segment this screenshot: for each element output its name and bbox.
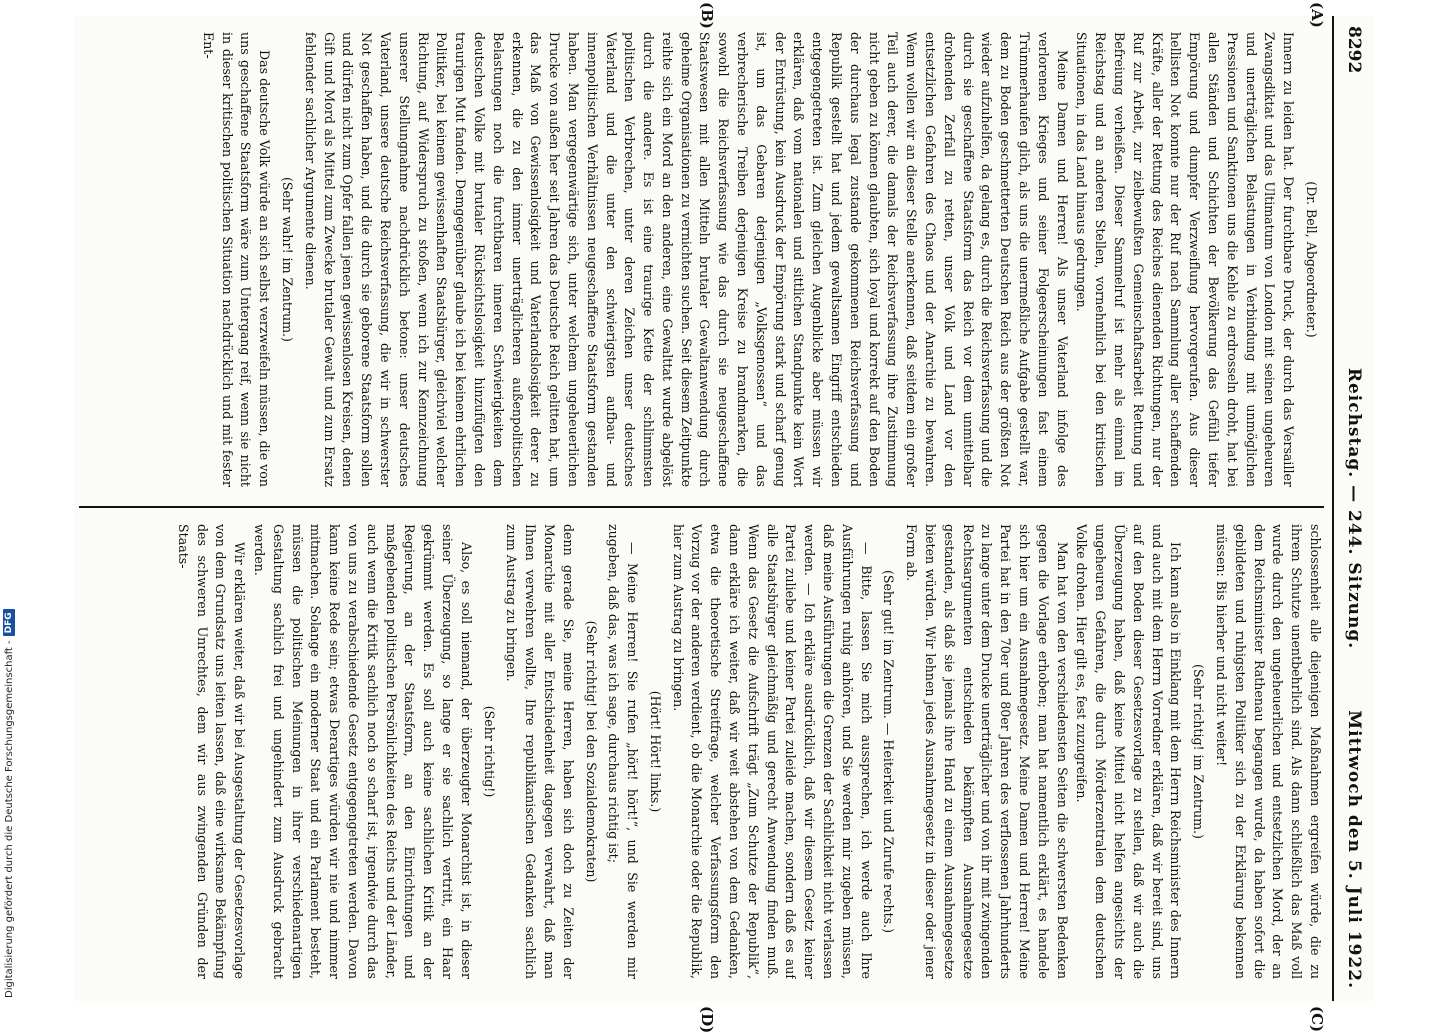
right-paragraph: Also, es soll niemand, der überzeugter Monarchist ist, in dieser seiner Überzeugung, so lange er sie sachlich vertritt, ein Haar gekrümmt werden. Es soll auch keine sachlichen Kritik an der Regierung, an der Staatsform, an den Einrichtungen und maßgebenden politischen Persönlichkeiten des Reichs und der Länder, auch wenn die Kritik sachlich noch so scharf ist, irgendwie durch das von uns zu verabschiedende Gesetz entgegengetreten werden. Davon kann keine Rede sein; etwas Derartiges würden wir nie und nimmer mitmachen. Solange ein moderner Staat und ein Parlament besteht, müssen die politischen Meinungen in ihrer verschiedenartigen Gestaltung sachlich frei und ungehindert zum Ausdruck gebracht werden. [251, 524, 474, 979]
right-column [79, 524, 1324, 979]
right-paragraph: — Meine Herren! Sie rufen „hört! hört!“, und Sie werden mir zugeben, daß das, was ich sage, durchaus richtig ist; [606, 524, 641, 979]
interjection: (Sehr wahr! im Zentrum.) [279, 177, 295, 342]
right-paragraph: Wir erklären weiter, daß wir bei Ausgestaltung der Gesetzesvorlage von dem Grundsatz uns leiten lassen, daß eine wirksame Bekämpfung des schweren Unrechtes, dem wir aus zwingenden Gründen der Staats- [175, 524, 248, 979]
left-paragraph: Meine Damen und Herren! Als unser Vaterland infolge des verlorenen Krieges und seiner Folgeerscheinungen fast einem Trümmerhaufen glich, als uns die unermeßliche Aufgabe gestellt war, dem zu Boden geschmetterten Deutschen Reich aus der größten Not wieder aufzuhelfen, da gelang es, durch die Reichsverfassung und die durch sie geschaffene Staatsform das Reich vor dem unmittelbar drohenden Zerfall zu retten, unser Volk und Land vor den entsetzlichen Gefahren des Chaos und der Anarchie zu bewahren. Wenn wollen wir an dieser Stelle anerkennen, daß seitdem ein großer Teil auch derer, die damals der Reichsverfassung ihre Zustimmung nicht geben zu können glaubten, sich loyal und korrekt auf den Boden der durchaus legal zustande gekommenen Reichsverfassung und Republik gestellt hat und jedem gewaltsamen Eingriff entschieden entgegengetreten ist. Zum gleichen Augenblicke aber müssen wir erklären, daß vom nationalen und sittlichen Standpunkte kein Wort der Entrüstung, kein Ausdruck der Empörung stark und scharf genug ist, um das Gebaren derjenigen „Volksgenossen“ und das verbrecherische Treiben derjenigen Kreise zu brandmarken, die sowohl die Reichsverfassung wie das durch sie neugeschaffene Staatswesen mit allen Mitteln brutaler Gewaltanwendung durch geheime Organisationen zu vernichten suchen. Seit diesem Zeitpunkte reihte sich ein Mord an den anderen, eine Gewalttat wurde abgelöst durch die andere. Es ist eine traurige Kette der schlimmsten politischen Verbrechen, unter deren Zeichen unser deutsches Vaterland und die unter den schwierigsten aufbau- und innenpolitischen Verhältnissen neugeschaffene Staatsform gestanden haben. Man vergegenwärtige sich, unter welchem ungeheuerlichen Drucke von außen her seit Jahren das Deutsche Reich gelitten hat, um das Maß von Gewissenlosigkeit und Vaterlandslosigkeit derer zu erkennen, die zu den immer unerträglicheren außenpolitischen Belastungen noch die furchtbaren inneren Schwierigkeiten dem deutschen Volke mit brutaler Rücksichtslosigkeit hinzufügten den traurigen Mut fanden. Demgegenüber glaube ich bei keinem ehrlichen Politiker, bei keinem gewissenhaften Staatsbürger, gleichviel welcher Richtung, auf Widerspruch zu stoßen, wenn ich zur Kennzeichnung unserer Stellungnahme nachdrücklich betone: unser deutsches Vaterland, unsere deutsche Reichsverfassung, die wir in schwerster Not geschaffen haben, und die durch sie geborene Staatsform sollen und dürfen nicht zum Opfer fallen jenen gewissenlosen Kreisen, denen Gift und Mord als Mittel zum Zwecke brutaler Gewalt und zum Ersatz fehlender sachlicher Argumente dienen. [302, 32, 1070, 487]
credit-text: Digitalisierung gefördert durch die Deutsche Forschungsgemeinschaft - [3, 640, 15, 998]
column-divider [79, 506, 1324, 508]
left-paragraph: Das deutsche Volk würde an sich selbst verzweifeln müssen, die von uns geschaffene Staatsform wäre zum Untergang reif, wenn sie nicht in dieser kritischen politischen Situation nachdrücklich und mit fester Ent- [200, 32, 273, 487]
rotated-document-page [74, 2, 1374, 1033]
speaker-label: (Dr. Bell, Abgeordneter.) [1304, 181, 1319, 338]
interjection: (Sehr richtig!) [481, 705, 497, 798]
right-paragraph: denn gerade Sie, meine Herren, haben sich doch zu Zeiten der Monarchie mit aller Entschiedenheit dagegen verwahrt, daß man Ihnen verwehren wollte, Ihre republikanischen Gedanken sachlich zum Austrag zu bringen. [504, 524, 576, 979]
dfg-logo: DFG [3, 609, 15, 636]
right-paragraph: Man hat von den verschiedensten Seiten die schwersten Bedenken gegen die Vorlage erhoben; man hat namentlich erklärt, es handele sich hier um ein Ausnahmegesetz. Meine Damen und Herren! Meine Partei hat in den 70er und 80er Jahren des verflossenen Jahrhunderts zu lange unter dem Drucke unerträglicher und von ihr mit zwingenden Rechtsargumenten entschieden bekämpften Ausnahmegesetze gestanden, als daß sie jemals ihre Hand zu einem Ausnahmegesetze bieten würden. Wir lehnen jedes Ausnahmegesetz in dieser oder jener Form ab. [904, 524, 1070, 979]
interjection: (Sehr richtig! im Zentrum.) [1191, 664, 1207, 839]
page-number: 8292 [1344, 26, 1364, 74]
margin-mark-b: (B) [698, 2, 716, 29]
left-column [79, 32, 1324, 487]
margin-mark-a: (A) [1308, 2, 1326, 28]
right-paragraph: schlossenheit alle diejenigen Maßnahmen ergreifen würde, die zu ihrem Schutze unentbehrlich sind. Als dann schließlich das Maß voll wurde durch den ungeheuerlichen und entsetzlichen Mord, der an dem Reichsminister Rathenau begangen wurde, da haben sofort die gebildeten und ruhigsten Politiker sich zu der Erklärung bekennen müssen: Bis hierher und nicht weiter! [1214, 524, 1323, 979]
interjection: (Sehr gut! im Zentrum. — Heiterkeit und Zurufe rechts.) [881, 569, 897, 934]
digitization-credit [3, 609, 15, 998]
interjection: (Hört! Hört! links.) [647, 690, 663, 813]
right-paragraph: — Bitte, lassen Sie mich aussprechen, ich werde auch Ihre Ausführungen ruhig anhören, und Sie werden mir zugeben müssen, daß meine Ausführungen die Grenzen der Sachlichkeit nicht verlassen werden. — Ich erkläre ausdrücklich, daß wir diesem Gesetz keiner Partei zuliebe und keiner Partei zuleide machen, sondern daß es auf alle Staatsbürger gleichmäßig und gerecht Anwendung finden muß. Wenn das Gesetz die Aufschrift trägt „Zum Schutze der Republik“, dann erkläre ich weiter, daß wir weit abstehen von dem Gedanken, etwa die theoretische Streitfrage, welcher Verfassungsform den Vorzug vor der anderen verdient, ob die Monarchie oder die Republik, hier zum Austrag zu bringen. [670, 524, 874, 979]
margin-mark-d: (D) [698, 1006, 716, 1033]
right-paragraph: Ich kann also in Einklang mit dem Herrn Reichsminister des Innern und auch mit dem Herrn Vorredner erklären, daß wir bereit sind, uns auf den Boden dieser Gesetzesvorlage zu stellen, daß wir auch die Überzeugung haben, daß keine Mittel nicht helfen angesichts der ungeheuren Gefahren, die durch Mörderzentralen dem deutschen Volke drohen. Hier gilt es, fest zuzugreifen. [1074, 524, 1184, 979]
interjection: (Sehr richtig! bei den Sozialdemokraten) [583, 620, 599, 883]
margin-mark-c: (C) [1308, 1006, 1326, 1033]
page-header [1332, 16, 1374, 1001]
header-title: Reichstag. — 244. Sitzung. [1344, 367, 1364, 650]
header-date: Mittwoch den 5. Juli 1922. [1344, 710, 1364, 989]
left-paragraph: Innern zu leiden hat. Der furchtbare Druck, der durch das Versailler Zwangsdiktat und das Ultimatum von London mit seinen ungeheuren und unerträglichen Belastungen in Verbindung mit unmöglichen Pressionen und Sanktionen uns die Kehle zu erdrosseln droht, hat bei allen Ständen und Schichten der Bevölkerung das Gefühl tiefer Empörung und dumpfer Verzweiflung hervorgerufen. Aus dieser hellisten Not konnte nur der Ruf nach Sammlung aller schaffenden Kräfte, aller der Rettung des Reiches dienenden Richtungen, nur der Ruf zur Arbeit, zur zielbewußten Gemeinschaftsarbeit Rettung und Befreiung verheißen. Dieser Sammelruf ist mehr als einmal im Reichstag und an anderen Stellen, vornehmlich bei den kritischen Situationen, in das Land hinaus gedrungen. [1074, 32, 1297, 487]
